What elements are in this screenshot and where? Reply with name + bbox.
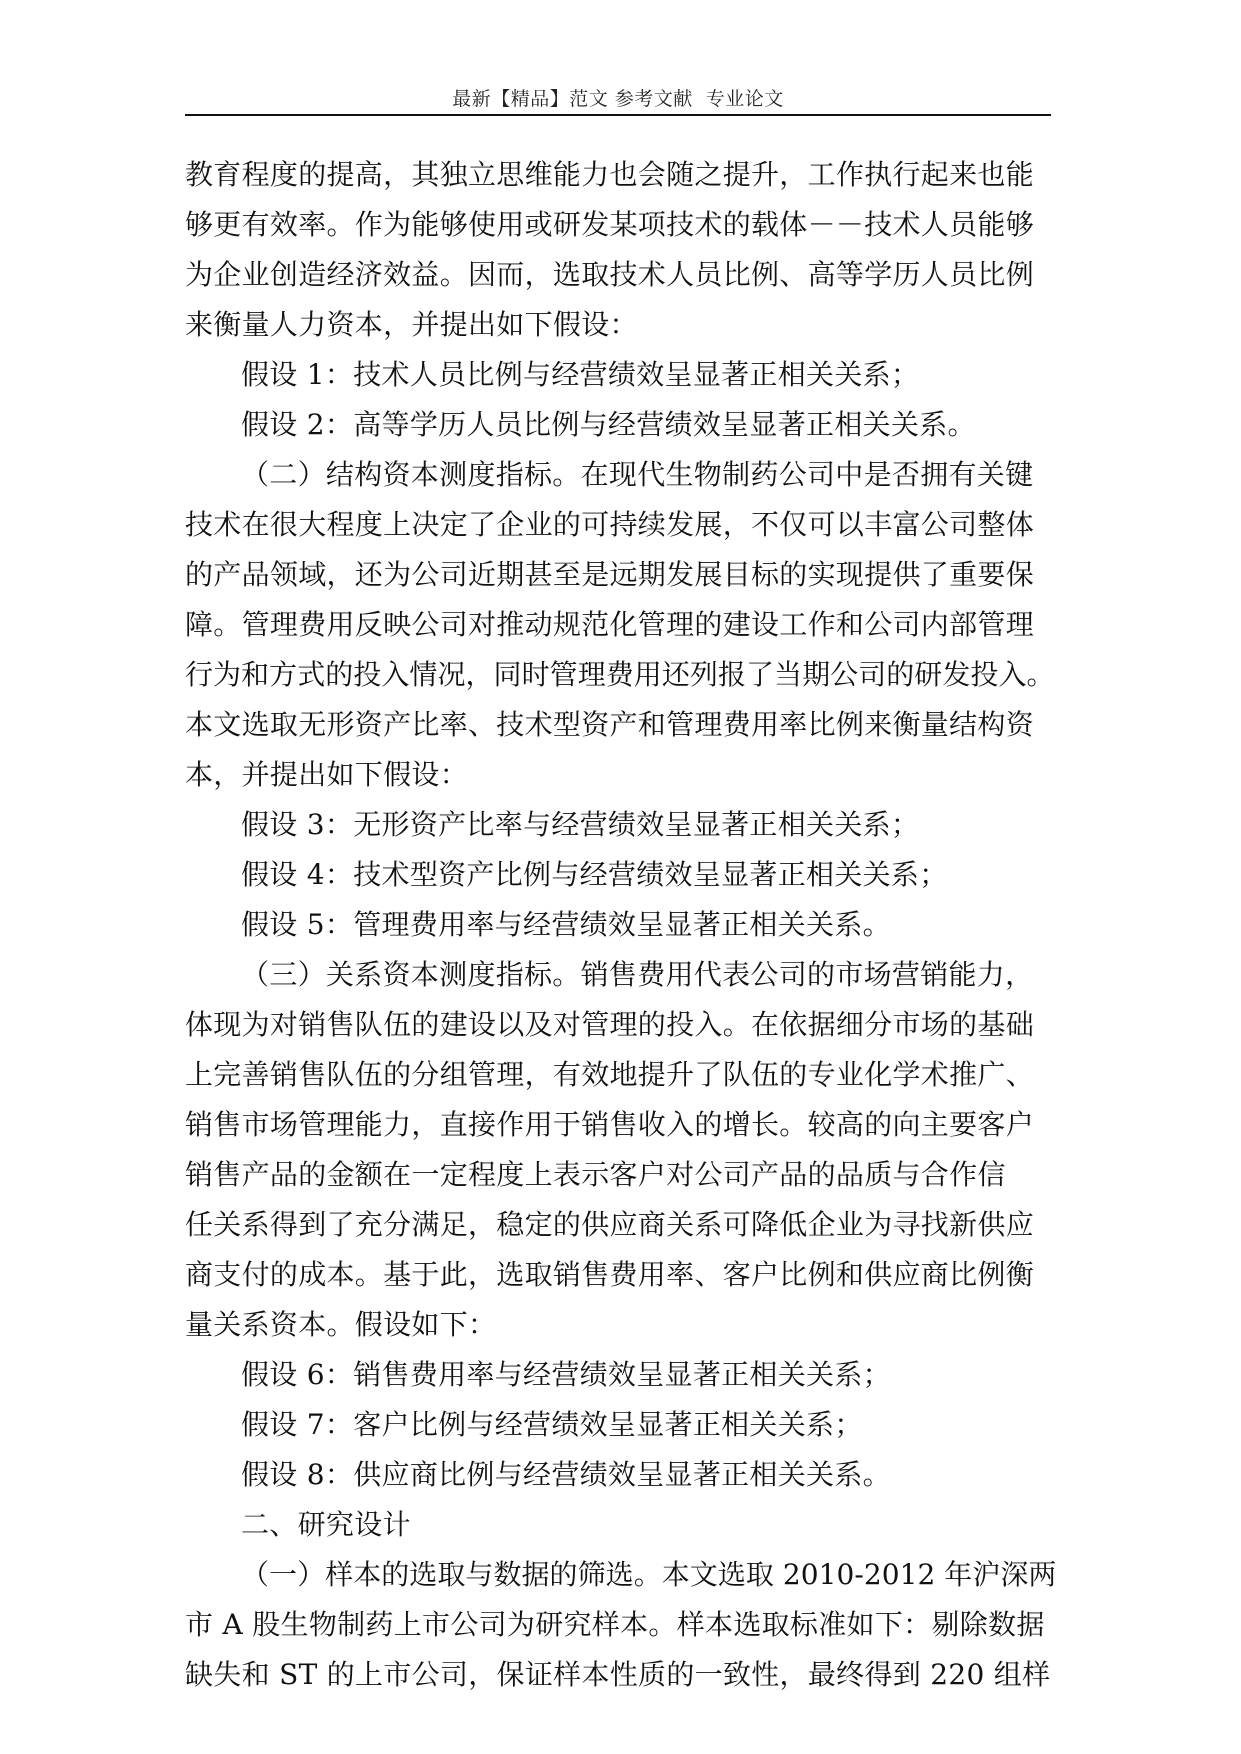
hypothesis-line: 假设 6：销售费用率与经营绩效呈显著正相关关系； [241, 1358, 891, 1391]
text-line: 够更有效率。作为能够使用或研发某项技术的载体－－技术人员能够 [185, 208, 1035, 241]
text-line: 为企业创造经济效益。因而，选取技术人员比例、高等学历人员比例 [185, 258, 1035, 291]
hypothesis-line: 假设 1：技术人员比例与经营绩效呈显著正相关关系； [241, 358, 920, 391]
text-line: 本文选取无形资产比率、技术型资产和管理费用率比例来衡量结构资 [185, 708, 1035, 741]
text-line: 销售产品的金额在一定程度上表示客户对公司产品的品质与合作信 [185, 1158, 1006, 1191]
body-text [185, 150, 1065, 1700]
section-heading-line: （二）结构资本测度指标。在现代生物制药公司中是否拥有关键 [241, 458, 1034, 491]
text-line: 量关系资本。假设如下： [185, 1308, 497, 1341]
hypothesis-line: 假设 5：管理费用率与经营绩效呈显著正相关关系。 [241, 908, 891, 941]
section-heading-line: （一）样本的选取与数据的筛选。本文选取 2010-2012 年沪深两 [241, 1558, 1057, 1591]
text-line: 的产品领域，还为公司近期甚至是远期发展目标的实现提供了重要保 [185, 558, 1035, 591]
text-line: 体现为对销售队伍的建设以及对管理的投入。在依据细分市场的基础 [185, 1008, 1035, 1041]
text-line: 行为和方式的投入情况，同时管理费用还列报了当期公司的研发投入。 [185, 658, 1055, 691]
text-line: 销售市场管理能力，直接作用于销售收入的增长。较高的向主要客户 [185, 1108, 1035, 1141]
text-line: 上完善销售队伍的分组管理，有效地提升了队伍的专业化学术推广、 [185, 1058, 1035, 1091]
text-line: 缺失和 ST 的上市公司，保证样本性质的一致性，最终得到 220 组样 [185, 1658, 1051, 1691]
running-header: 最新【精品】范文 参考文献 专业论文 [452, 88, 784, 110]
text-line: 来衡量人力资本，并提出如下假设： [185, 308, 638, 341]
hypothesis-line: 假设 4：技术型资产比例与经营绩效呈显著正相关关系； [241, 858, 948, 891]
section-heading-line: 二、研究设计 [241, 1508, 411, 1541]
text-line: 商支付的成本。基于此，选取销售费用率、客户比例和供应商比例衡 [185, 1258, 1035, 1291]
hypothesis-line: 假设 2：高等学历人员比例与经营绩效呈显著正相关关系。 [241, 408, 976, 441]
text-line: 技术在很大程度上决定了企业的可持续发展，不仅可以丰富公司整体 [185, 508, 1035, 541]
text-line: 任关系得到了充分满足，稳定的供应商关系可降低企业为寻找新供应 [185, 1208, 1035, 1241]
section-heading-line: （三）关系资本测度指标。销售费用代表公司的市场营销能力， [241, 958, 1034, 991]
hypothesis-line: 假设 3：无形资产比率与经营绩效呈显著正相关关系； [241, 808, 920, 841]
text-line: 障。管理费用反映公司对推动规范化管理的建设工作和公司内部管理 [185, 608, 1035, 641]
hypothesis-line: 假设 7：客户比例与经营绩效呈显著正相关关系； [241, 1408, 863, 1441]
text-line: 本，并提出如下假设： [185, 758, 469, 791]
text-line: 教育程度的提高，其独立思维能力也会随之提升，工作执行起来也能 [185, 158, 1035, 191]
text-line: 市 A 股生物制药上市公司为研究样本。样本选取标准如下：剔除数据 [185, 1608, 1045, 1641]
header-rule [185, 114, 1051, 116]
hypothesis-line: 假设 8：供应商比例与经营绩效呈显著正相关关系。 [241, 1458, 891, 1491]
